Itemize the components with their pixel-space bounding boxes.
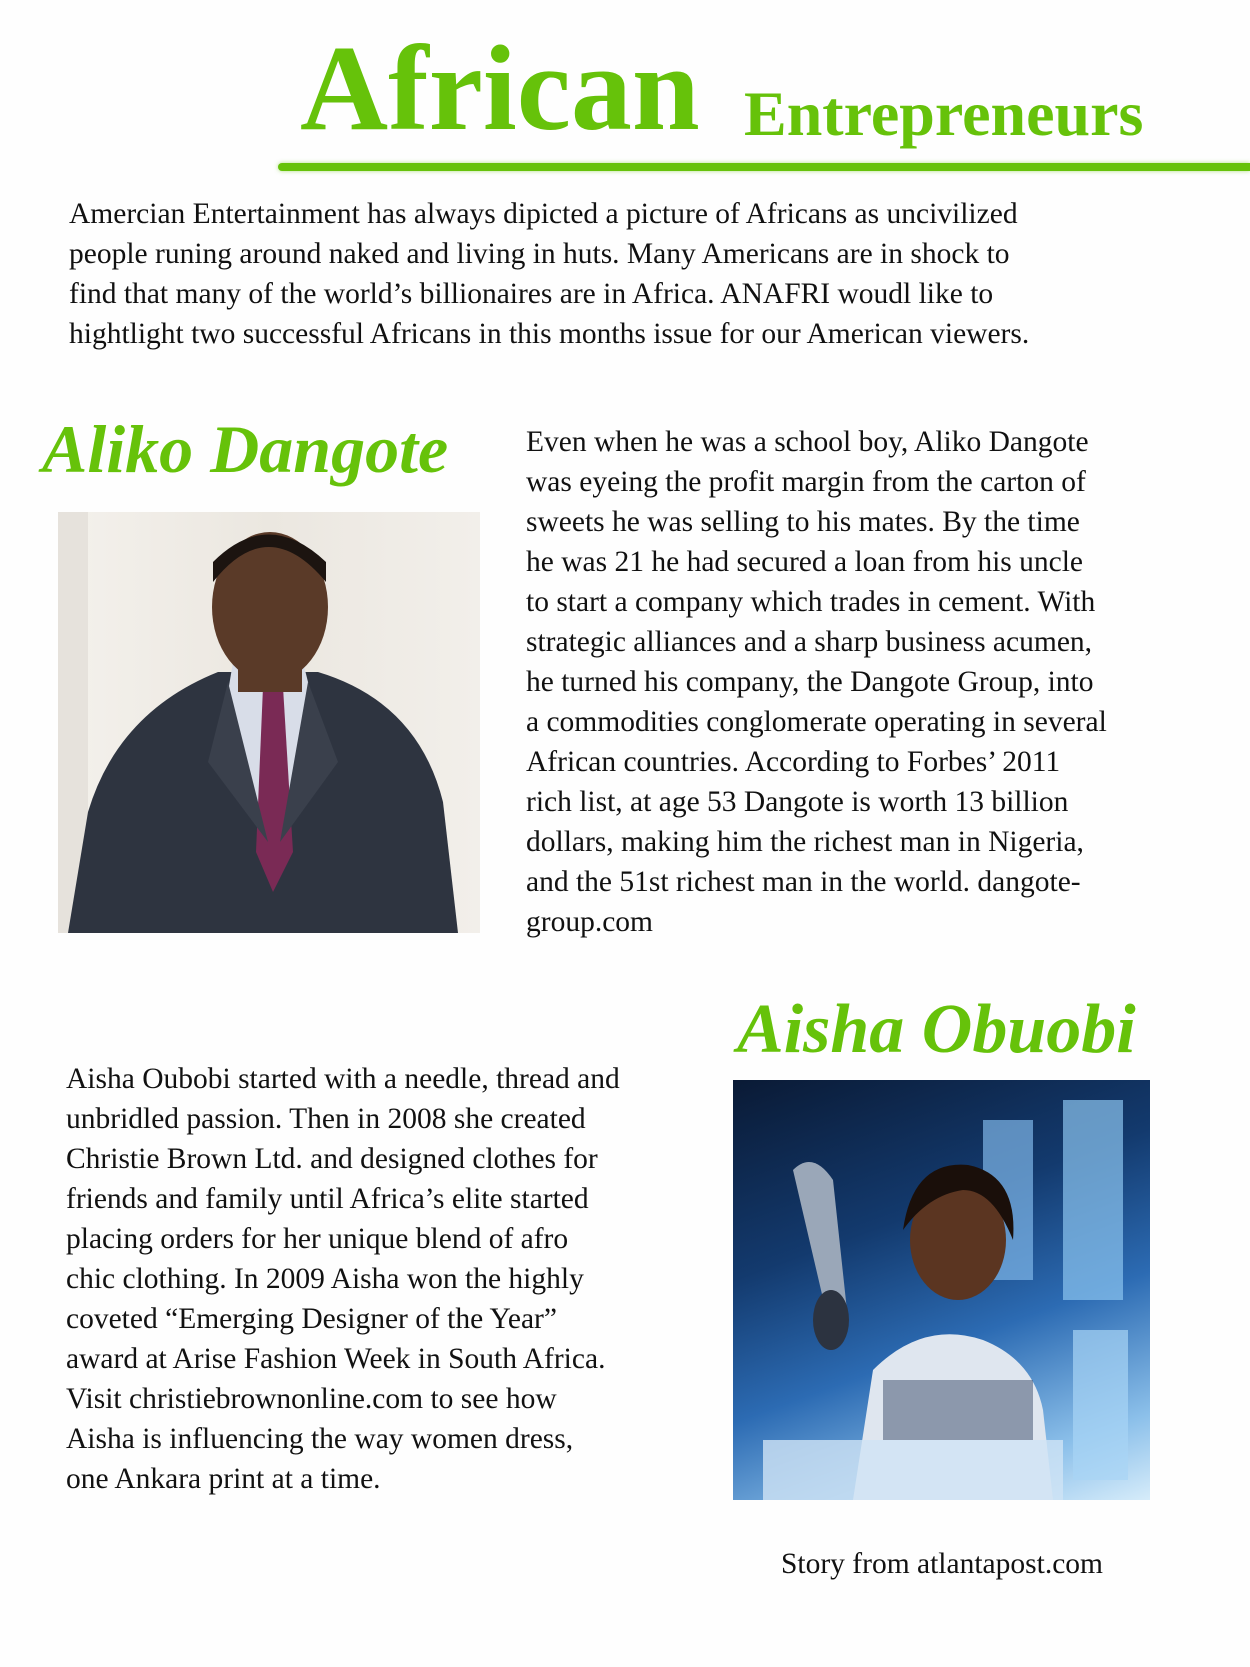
intro-paragraph: [69, 194, 1029, 354]
text-line: to start a company which trades in cement. With: [526, 586, 1096, 618]
page-title: African: [300, 21, 700, 156]
text-line: dollars, making him the richest man in Nigeria,: [526, 826, 1084, 858]
text-line: unbridled passion. Then in 2008 she created: [66, 1103, 586, 1135]
text-line: find that many of the world’s billionaires are in Africa. ANAFRI woudl like to: [69, 278, 994, 310]
aisha-obuobi-bio: [66, 1059, 620, 1499]
text-line: group.com: [526, 906, 653, 938]
aisha-obuobi-photo: [733, 1080, 1150, 1500]
story-credit: Story from atlantapost.com: [781, 1548, 1103, 1580]
text-line: one Ankara print at a time.: [66, 1463, 381, 1495]
aliko-dangote-bio: [526, 422, 1107, 942]
text-line: friends and family until Africa’s elite started: [66, 1183, 589, 1215]
text-line: he was 21 he had secured a loan from his uncle: [526, 546, 1084, 578]
text-line: a commodities conglomerate operating in several: [526, 706, 1107, 738]
text-line: rich list, at age 53 Dangote is worth 13 billion: [526, 786, 1069, 818]
text-line: African countries. According to Forbes’ 2011: [526, 746, 1061, 778]
profile-heading-aliko-dangote: Aliko Dangote: [42, 411, 449, 487]
text-line: sweets he was selling to his mates. By the time: [526, 506, 1080, 538]
text-line: Even when he was a school boy, Aliko Dangote: [526, 426, 1089, 458]
text-line: chic clothing. In 2009 Aisha won the highly: [66, 1263, 584, 1295]
aliko-dangote-photo: [58, 512, 480, 933]
page-subtitle: Entrepreneurs: [744, 78, 1144, 149]
portrait-image: [58, 512, 480, 933]
text-line: hightlight two successful Africans in this months issue for our American viewers.: [69, 318, 1030, 350]
text-line: Aisha Oubobi started with a needle, thread and: [66, 1063, 620, 1095]
text-line: Visit christiebrownonline.com to see how: [66, 1383, 557, 1415]
text-line: Christie Brown Ltd. and designed clothes for: [66, 1143, 598, 1175]
profile-heading-aisha-obuobi: Aisha Obuobi: [737, 991, 1136, 1068]
text-line: award at Arise Fashion Week in South Africa.: [66, 1343, 606, 1375]
text-line: he turned his company, the Dangote Group, into: [526, 666, 1094, 698]
award-photo-image: [733, 1080, 1150, 1500]
text-line: and the 51st richest man in the world. dangote-: [526, 866, 1081, 898]
text-line: was eyeing the profit margin from the carton of: [526, 466, 1086, 498]
text-line: placing orders for her unique blend of afro: [66, 1223, 569, 1255]
text-line: Aisha is influencing the way women dress,: [66, 1423, 574, 1455]
title-underline-divider: [278, 163, 1250, 171]
text-line: strategic alliances and a sharp business acumen,: [526, 626, 1093, 658]
text-line: people runing around naked and living in huts. Many Americans are in shock to: [69, 238, 1010, 270]
text-line: Amercian Entertainment has always dipicted a picture of Africans as uncivilized: [69, 198, 1018, 230]
text-line: coveted “Emerging Designer of the Year”: [66, 1303, 557, 1335]
